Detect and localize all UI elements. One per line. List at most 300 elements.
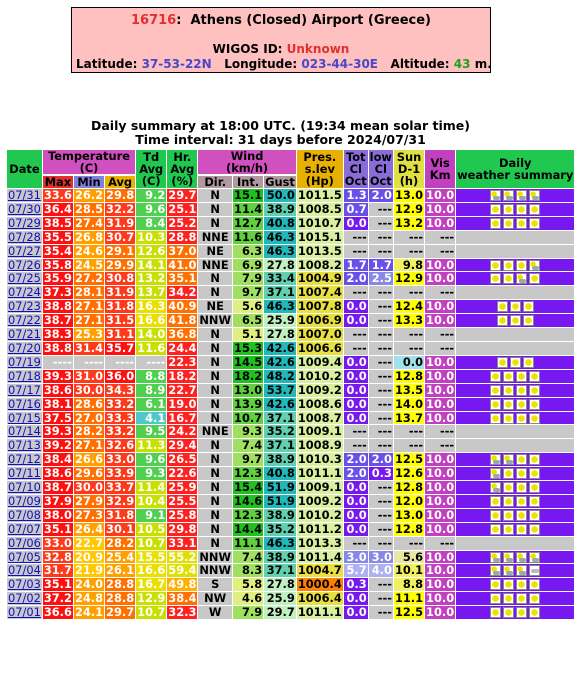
partly-cloudy-icon: [490, 552, 501, 563]
avg-cell: 30.1: [106, 521, 135, 536]
dir-cell: W: [198, 606, 232, 619]
td-cell: 16.3: [137, 299, 166, 314]
td-cell: 12.9: [137, 591, 166, 606]
weather-summary-cell: [456, 564, 574, 577]
table-row: [7, 453, 574, 466]
tot-cloud-cell: 1.7: [344, 259, 368, 272]
date-link[interactable]: 07/29: [8, 215, 41, 230]
max-cell: 32.8: [43, 549, 72, 564]
sun-cell: 9.8: [394, 259, 424, 272]
weather-summary-cell: [456, 189, 574, 202]
date-link[interactable]: 07/11: [8, 466, 41, 481]
avg-cell: 30.8: [106, 271, 135, 286]
sunny-icon: [497, 315, 508, 326]
date-link[interactable]: 07/23: [8, 299, 41, 314]
gust-cell: 29.7: [264, 606, 296, 619]
sun-cell: 12.8: [394, 368, 424, 383]
dir-cell: N: [198, 398, 232, 411]
hr-cell: 25.1: [168, 201, 197, 216]
sunny-icon: [516, 496, 527, 507]
min-cell: 31.0: [74, 368, 104, 383]
int-cell: 11.4: [234, 201, 263, 216]
sunny-icon: [516, 593, 527, 604]
int-cell: 13.0: [234, 382, 263, 397]
td-cell: 9.5: [136, 425, 166, 438]
table-row: [7, 412, 574, 425]
low-cloud-cell: ---: [369, 286, 393, 299]
gust-cell: 40.8: [264, 467, 296, 480]
alt-unit: m.: [474, 57, 492, 71]
weather-summary-cell: [456, 509, 574, 522]
tot-cloud-cell: 2.0: [344, 467, 368, 480]
sunny-icon: [503, 385, 514, 396]
date-link[interactable]: 07/07: [8, 521, 41, 536]
tot-cloud-cell: 0.0: [344, 523, 368, 536]
weather-summary-cell: [456, 453, 574, 466]
min-cell: 27.1: [74, 313, 104, 328]
sunny-icon: [490, 371, 501, 382]
weather-summary-cell: [456, 328, 574, 341]
date-cell: [7, 412, 42, 425]
date-link[interactable]: 07/12: [8, 452, 41, 467]
vis-cell: 10.0: [426, 466, 455, 481]
avg-cell: 36.0: [106, 368, 135, 383]
sunny-icon: [529, 607, 540, 618]
td-cell: 9.3: [136, 467, 166, 480]
dir-cell: N: [198, 509, 232, 522]
table-row: [7, 203, 574, 216]
weather-summary-cell: [456, 578, 574, 591]
dir-cell: N: [198, 189, 232, 202]
table-row: [7, 551, 574, 564]
sunny-icon: [503, 510, 514, 521]
dir-cell: S: [198, 578, 232, 591]
pres-cell: 1006.4: [297, 591, 342, 606]
max-cell: 36.6: [43, 605, 72, 620]
date-link[interactable]: 07/04: [8, 563, 41, 578]
min-cell: 26.2: [74, 188, 104, 202]
date-link[interactable]: 07/20: [8, 340, 41, 355]
alt-label: Altitude:: [390, 57, 450, 71]
int-cell: 12.7: [234, 215, 263, 230]
weather-summary-cell: [456, 217, 574, 230]
int-cell: 7.4: [233, 551, 263, 564]
gust-cell: 37.1: [264, 412, 296, 425]
date-link[interactable]: 07/17: [8, 382, 41, 397]
weather-summary-cell: [456, 272, 574, 285]
low-cloud-cell: ---: [369, 481, 393, 494]
int-cell: 6.3: [233, 245, 263, 258]
sun-cell: ---: [394, 286, 424, 299]
sunny-icon: [490, 413, 501, 424]
weather-summary-cell: [456, 467, 574, 480]
sunny-icon: [490, 496, 501, 507]
date-link[interactable]: 07/05: [8, 549, 41, 564]
hr-cell: 25.2: [168, 215, 197, 230]
date-cell: [7, 342, 42, 355]
partly-cloudy-icon: [529, 260, 540, 271]
weather-summary-cell: [456, 259, 574, 272]
sun-cell: ---: [394, 425, 424, 438]
hr-cell: 38.4: [168, 591, 197, 606]
date-link[interactable]: 07/19: [8, 354, 41, 369]
table-row: [7, 217, 574, 230]
low-cloud-cell: 2.5: [369, 272, 393, 285]
vis-cell: 10.0: [426, 563, 455, 578]
sun-cell: 13.7: [394, 410, 424, 425]
table-row: [7, 384, 574, 397]
td-cell: 4.1: [136, 412, 166, 425]
min-cell: 26.4: [74, 521, 104, 536]
int-cell: 13.9: [234, 396, 263, 411]
sunny-icon: [529, 593, 540, 604]
pres-cell: 1008.2: [297, 257, 342, 272]
date-link[interactable]: 07/26: [8, 257, 41, 272]
vis-cell: 10.0: [426, 271, 455, 286]
low-cloud-cell: ---: [369, 342, 393, 355]
dir-cell: N: [198, 356, 232, 369]
date-cell: [7, 286, 42, 299]
low-cloud-cell: ---: [369, 300, 393, 313]
td-cell: 8.9: [136, 384, 166, 397]
pres-cell: 1000.4: [297, 577, 342, 592]
dir-cell: NW: [198, 592, 232, 605]
sunny-icon: [503, 273, 514, 284]
avg-cell: 33.2: [106, 424, 135, 439]
pres-cell: 1004.9: [297, 271, 342, 286]
pres-cell: 1009.1: [297, 424, 342, 439]
sunny-icon: [516, 385, 527, 396]
dir-cell: N: [198, 370, 232, 383]
sun-cell: 13.0: [394, 507, 424, 522]
date-cell: [7, 481, 42, 494]
hr-cell: 40.9: [168, 299, 197, 314]
avg-cell: 35.7: [106, 340, 135, 355]
low-cloud-cell: ---: [369, 203, 393, 216]
low-cloud-cell: ---: [369, 425, 393, 438]
low-cloud-cell: 0.3: [369, 467, 393, 480]
sunny-icon: [490, 593, 501, 604]
sunny-icon: [529, 385, 540, 396]
td-cell: 11.6: [137, 340, 166, 355]
int-cell: 10.7: [234, 410, 263, 425]
date-link[interactable]: 07/31: [8, 188, 41, 202]
dir-cell: NNW: [199, 563, 232, 578]
low-cloud-cell: ---: [369, 314, 393, 327]
sunny-icon: [490, 607, 501, 618]
weather-summary-cell: [456, 412, 574, 425]
sunny-icon: [516, 218, 527, 229]
date-link[interactable]: 07/30: [8, 201, 41, 216]
td-cell: 6.1: [136, 398, 166, 411]
td-cell: 10.7: [137, 605, 166, 620]
sunny-icon: [523, 301, 534, 312]
low-cloud-cell: 1.7: [369, 259, 393, 272]
date-link[interactable]: 07/28: [8, 229, 41, 244]
max-cell: 37.3: [43, 285, 72, 300]
sunny-icon: [529, 399, 540, 410]
hr-cell: 18.2: [168, 368, 197, 383]
tot-cloud-cell: ---: [344, 245, 368, 258]
date-link[interactable]: 07/25: [8, 271, 41, 286]
max-cell: 38.1: [43, 396, 72, 411]
vis-cell: 10.0: [426, 591, 455, 606]
max-cell: 38.5: [43, 215, 72, 230]
sunny-icon: [516, 510, 527, 521]
sunny-icon: [529, 482, 540, 493]
table-body: [7, 189, 574, 619]
pres-cell: 1011.2: [297, 521, 342, 536]
sunny-icon: [516, 482, 527, 493]
sun-cell: 8.8: [394, 578, 424, 591]
min-cell: 27.1: [74, 438, 104, 453]
low-cloud-cell: ---: [369, 523, 393, 536]
table-row: [7, 342, 574, 355]
gust-cell: 37.1: [264, 286, 296, 299]
dir-cell: N: [198, 203, 232, 216]
date-cell: [7, 523, 42, 536]
sunny-icon: [523, 315, 534, 326]
sunny-icon: [529, 454, 540, 465]
header-max: Max: [44, 175, 72, 189]
sun-cell: 14.0: [394, 396, 424, 411]
date-link[interactable]: 07/22: [8, 313, 41, 328]
gust-cell: 50.0: [264, 189, 296, 202]
sunny-icon: [503, 413, 514, 424]
vis-cell: ---: [425, 286, 455, 299]
avg-cell: 29.8: [106, 188, 135, 202]
td-cell: 16.6: [137, 563, 166, 578]
gust-cell: 38.9: [264, 203, 296, 216]
low-cloud-cell: ---: [369, 439, 393, 452]
sunny-icon: [516, 371, 527, 382]
date-link[interactable]: 07/16: [8, 396, 41, 411]
max-cell: 37.2: [43, 591, 72, 606]
sunny-icon: [503, 524, 514, 535]
date-link[interactable]: 07/06: [8, 535, 41, 550]
vis-cell: 10.0: [426, 201, 455, 216]
sunny-icon: [510, 315, 521, 326]
sunny-icon: [490, 524, 501, 535]
table-row: [7, 245, 574, 258]
date-link[interactable]: 07/02: [8, 591, 41, 606]
date-link[interactable]: 07/08: [8, 507, 41, 522]
alt-value: 43: [453, 57, 471, 71]
pres-cell: 1008.9: [297, 438, 342, 453]
td-cell: 10.7: [137, 535, 166, 550]
table-row: [7, 509, 574, 522]
gust-cell: 48.2: [264, 370, 296, 383]
int-cell: 12.3: [234, 507, 263, 522]
avg-cell: 31.8: [106, 299, 135, 314]
dir-cell: N: [198, 342, 232, 355]
max-cell: 35.4: [43, 243, 72, 258]
dir-cell: N: [198, 384, 232, 397]
header-sun: Sun D-1 (h): [394, 150, 424, 188]
min-cell: 27.2: [74, 271, 104, 286]
weather-summary-cell: [456, 300, 574, 313]
table-row: [7, 592, 574, 605]
max-cell: 38.6: [43, 466, 72, 481]
date-cell: [7, 453, 42, 466]
gust-cell: 33.4: [264, 272, 296, 285]
int-cell: 5.8: [233, 578, 263, 591]
header-min: Min: [74, 176, 104, 188]
header-vis: Vis Km: [425, 150, 455, 188]
max-cell: 37.5: [43, 410, 72, 425]
date-cell: [7, 398, 42, 411]
date-link[interactable]: 07/15: [8, 410, 41, 425]
sunny-icon: [529, 510, 540, 521]
date-link[interactable]: 07/21: [8, 327, 41, 342]
avg-cell: 31.1: [106, 327, 135, 342]
sunny-icon: [516, 524, 527, 535]
date-link[interactable]: 07/27: [8, 243, 41, 258]
min-cell: 25.3: [74, 327, 104, 342]
sun-cell: 12.5: [394, 605, 424, 620]
max-cell: 38.7: [43, 480, 72, 495]
vis-cell: 10.0: [426, 313, 455, 328]
hr-cell: 49.8: [168, 577, 197, 592]
int-cell: 9.7: [233, 286, 263, 299]
low-cloud-cell: 4.0: [369, 564, 393, 577]
sun-cell: ---: [394, 342, 424, 355]
gust-cell: 27.8: [264, 578, 296, 591]
tot-cloud-cell: 0.0: [344, 370, 368, 383]
table-row: [7, 564, 574, 577]
date-link[interactable]: 07/18: [8, 368, 41, 383]
hr-cell: 36.8: [168, 327, 197, 342]
sunny-icon: [529, 524, 540, 535]
date-cell: [7, 314, 42, 327]
gust-cell: 42.6: [264, 356, 296, 369]
min-cell: 27.3: [74, 507, 104, 522]
dir-cell: N: [198, 495, 232, 508]
min-cell: 29.6: [74, 466, 104, 481]
td-cell: 11.3: [137, 438, 166, 453]
min-cell: 27.9: [74, 493, 104, 508]
tot-cloud-cell: 0.3: [344, 578, 368, 591]
date-cell: [7, 189, 42, 202]
int-cell: 6.5: [233, 314, 263, 327]
vis-cell: 10.0: [426, 605, 455, 620]
date-cell: [7, 272, 42, 285]
low-cloud-cell: ---: [369, 245, 393, 258]
lon-value: 023-44-30E: [301, 57, 378, 71]
sunny-icon: [529, 579, 540, 590]
vis-cell: ---: [425, 328, 455, 341]
pres-cell: 1007.4: [297, 285, 342, 300]
vis-cell: 10.0: [426, 188, 455, 202]
header-low-cloud: low Cl Oct: [369, 150, 392, 188]
dir-cell: N: [198, 272, 232, 285]
partly-cloudy-icon: [490, 482, 501, 493]
gust-cell: 38.9: [264, 453, 296, 466]
vis-cell: 10.0: [426, 452, 455, 467]
tot-cloud-cell: 0.0: [344, 300, 368, 313]
weather-summary-cell: [456, 592, 574, 605]
max-cell: 35.9: [43, 271, 72, 286]
partly-cloudy-icon: [503, 565, 514, 576]
hr-cell: 26.5: [168, 452, 197, 467]
dir-cell: N: [198, 453, 232, 466]
weather-summary-cell: [456, 398, 574, 411]
weather-summary-cell: [456, 425, 574, 438]
dir-cell: N: [198, 467, 232, 480]
sun-cell: 13.0: [394, 188, 424, 202]
date-link[interactable]: 07/13: [8, 438, 41, 453]
vis-cell: 10.0: [426, 354, 455, 369]
sun-cell: ---: [394, 245, 424, 258]
dir-cell: NNW: [199, 549, 232, 564]
weather-summary-cell: [456, 439, 574, 452]
weather-summary-cell: [456, 551, 574, 564]
max-cell: 38.3: [43, 327, 72, 342]
table-row: [7, 286, 574, 299]
low-cloud-cell: ---: [369, 328, 393, 341]
int-cell: 5.6: [233, 300, 263, 313]
header-hr: Hr. Avg (%): [167, 150, 197, 188]
date-cell: [7, 564, 42, 577]
td-cell: 9.2: [136, 189, 166, 202]
table-row: [7, 481, 574, 494]
header-dir: Dir.: [198, 176, 232, 188]
date-link[interactable]: 07/10: [8, 480, 41, 495]
tot-cloud-cell: 0.0: [344, 481, 368, 494]
avg-cell: 32.9: [106, 493, 135, 508]
date-cell: [7, 203, 42, 216]
pres-cell: 1008.7: [297, 410, 342, 425]
low-cloud-cell: ---: [369, 398, 393, 411]
sun-cell: 12.4: [394, 299, 424, 314]
sunny-icon: [516, 454, 527, 465]
sunny-icon: [503, 260, 514, 271]
sunny-icon: [503, 579, 514, 590]
sun-cell: ---: [394, 439, 424, 452]
gust-cell: 46.3: [264, 300, 296, 313]
min-cell: 31.4: [74, 340, 104, 355]
pres-cell: 1010.7: [297, 215, 342, 230]
gust-cell: 37.1: [264, 564, 296, 577]
min-cell: 24.6: [74, 243, 104, 258]
max-cell: 37.9: [43, 493, 72, 508]
date-link[interactable]: 07/03: [8, 577, 41, 592]
date-link[interactable]: 07/09: [8, 493, 41, 508]
vis-cell: 10.0: [426, 257, 455, 272]
partly-cloudy-icon: [529, 190, 540, 201]
sunny-icon: [516, 399, 527, 410]
sunny-icon: [510, 301, 521, 312]
hr-cell: 25.9: [168, 480, 197, 495]
int-cell: 7.4: [233, 439, 263, 452]
dir-cell: N: [198, 286, 232, 299]
int-cell: 15.4: [234, 480, 263, 495]
min-cell: 20.9: [74, 549, 104, 564]
date-link[interactable]: 07/01: [8, 605, 41, 620]
int-cell: 14.4: [234, 521, 263, 536]
date-cell: [7, 578, 42, 591]
dir-cell: N: [198, 217, 232, 230]
date-link[interactable]: 07/14: [8, 424, 41, 439]
date-link[interactable]: 07/24: [8, 285, 41, 300]
pres-cell: 1009.1: [297, 480, 342, 495]
int-cell: 14.5: [234, 354, 263, 369]
low-cloud-cell: ---: [369, 495, 393, 508]
avg-cell: 25.4: [106, 549, 135, 564]
max-cell: 38.8: [43, 340, 72, 355]
sunny-icon: [516, 468, 527, 479]
tot-cloud-cell: ---: [344, 286, 368, 299]
